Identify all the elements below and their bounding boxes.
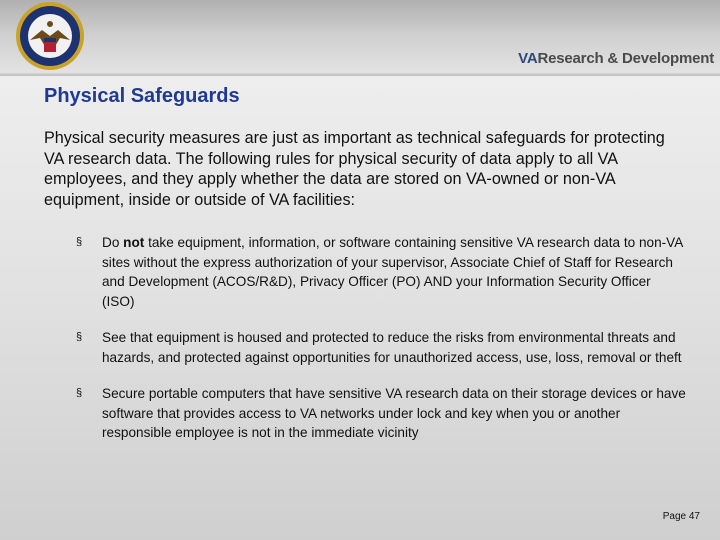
bullet-item-1 — [76, 233, 686, 311]
page-number: Page 47 — [662, 511, 700, 522]
brand-logo — [518, 50, 714, 70]
slide-title: Physical Safeguards — [44, 85, 240, 107]
bullet-text: Secure portable computers that have sensitive VA research data on their storage devices or have software that provides access to VA networks under lock and key when you or another responsible employee is not in the immediate vicinity — [102, 386, 686, 440]
bullet-text-pre: Do — [102, 235, 124, 250]
bullet-marker: § — [76, 236, 83, 248]
bullet-text: See that equipment is housed and protected to reduce the risks from environmental threats and hazards, and protected against opportunities for unauthorized access, use, loss, removal or theft — [102, 330, 682, 365]
bullet-marker: § — [76, 387, 83, 399]
bullet-marker: § — [76, 331, 83, 343]
va-seal-icon — [0, 0, 95, 76]
brand-name: Research & Development — [537, 50, 714, 67]
bullet-item-2 — [76, 328, 686, 367]
bullet-list — [76, 233, 686, 443]
brand-prefix: VA — [518, 50, 538, 67]
bullet-emphasis: not — [123, 235, 145, 250]
intro-paragraph: Physical security measures are just as important as technical safeguards for protecting VA research data. The following rules for physical security of data apply to all VA employees, and they apply whether the data are stored on VA-owned or non-VA equipment, inside or outside of VA facilities: — [44, 129, 665, 209]
bullet-text-post: take equipment, information, or software containing sensitive VA research data to non-VA sites without the express authorization of your supervisor, Associate Chief of Staff for Research and Development (ACOS/R&D), Privacy Officer (PO) AND your Information Security Officer (ISO) — [102, 235, 683, 309]
bullet-item-3 — [76, 384, 686, 443]
header-banner — [0, 0, 720, 76]
